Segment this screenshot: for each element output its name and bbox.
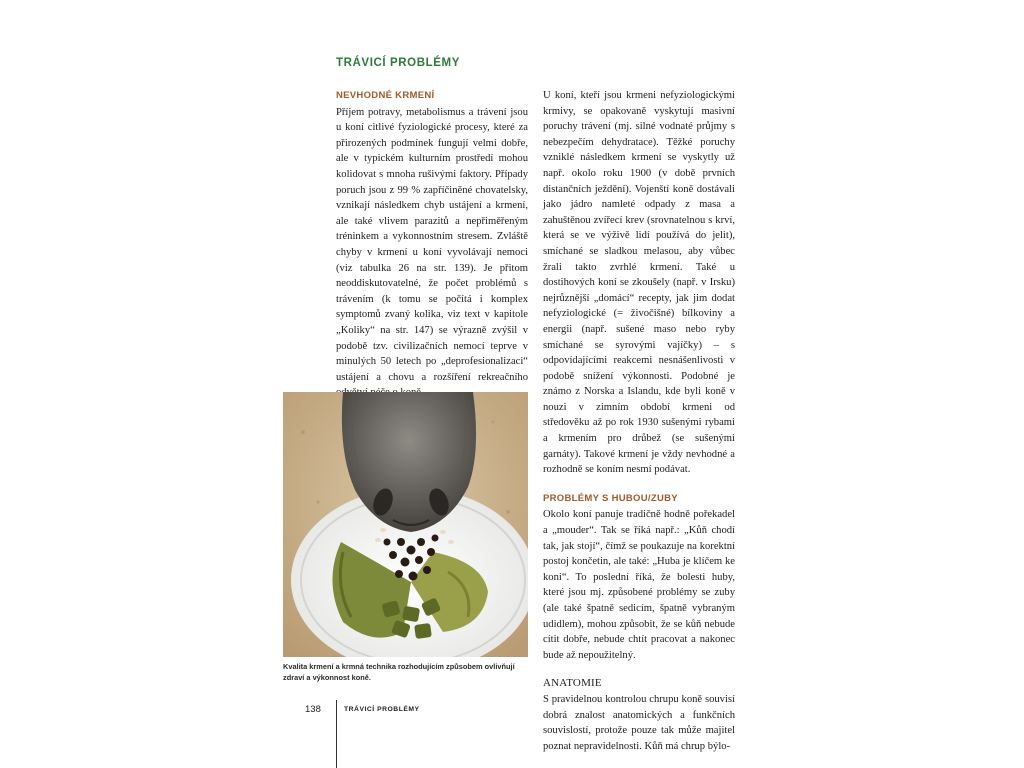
left-column-text: Příjem potravy, metabolismus a trávení jsou u koní citlivé fyziologické procesy, které za přirozených podmínek fungují velmi dobře, ale v typickém kulturním prostředí mohou kolidovat s mnoha rušivými faktory. Případy poruch jsou z 99 % zapříčiněné chovatelsky, vznikají následkem chyb ustájení a krmení, ale také vlivem parazitů a nepřiměřeným tréninkem a vykonnostním stresem. Zvláště chyby v krmení u koní vyvolávají nemoci (viz tabulka 26 na str. 139). Je přitom neoddiskutovatelné, že počet problémů s trávením (k tomu se počítá i komplex symptomů zvaný kolika, viz text v kapitole „Koliky“ na str. 147) se výrazně zvýšil v podobě tzv. civilizačních nemocí teprve v minulých 50 letech po „deprofesionalizaci“ ustájení a chovu a rozšíření rekreačního [336,106,528,383]
right-column-text-1: U koní, kteří jsou krmeni nefyziologickými krmivy, se opakovaně vyskytují masivní poruchy trávení (mj. silné vodnaté průjmy s nebezpečím dehydratace). Těžké poruchy vzniklé následkem krmení se vyskytly už např. okolo roku 1900 (v době prvních distančních ježdění). Vojenští koně dostávali jako jádro namleté odpady z masa a zahuštěnou zvířecí krev (srovnatelnou s krví, která se ve výživě lidí používá do jelit), smíchané se sladkou melasou, aby vůbec žrali takto zvrhlé krmení. Také u dostihových koní se zkoušely (např. v Irsku) nejrůznější „domácí“ recepty, jak jim dodat nefyziologické (= živočišné) bílkoviny a energii (např. sušené maso nebo ryby smíchané se syrovými vajíčky) – s odpovídajícími reakcemi nesnášenlivosti v podobě snížení výkonnosti. Podobné je známo z Norska a Islandu, kde byli koně v nouzi v zimním období krmeni od středověku až po rok 1930 sušenými rybami a krmením pro drůbež (se sušenými garnáty). Takové krmení je vždy nevhodné a rozhodně se koním nesmí podávat. [543,90,735,476]
photo-horse-feed [283,392,528,657]
subhead-mouth-teeth: PROBLÉMY S HUBOU/ZUBY [543,492,678,504]
right-column [543,88,735,754]
page-number: 138 [305,704,321,715]
subhead-feeding: NEVHODNÉ KRMENÍ [336,90,435,101]
running-title: TRÁVICÍ PROBLÉMY [344,706,420,713]
photo-caption: Kvalita krmení a krmná technika rozhodujícím způsobem ovlivňují zdraví a výkonnost koně. [283,662,515,682]
subhead-anatomy: ANATOMIE [543,677,602,690]
right-column-text-2: Okolo koní panuje tradičně hodně pořekadel a „mouder“. Tak se říká např.: „Kůň chodí tak, jak stojí“, čímž se poukazuje na korektní postoj končetin, ale také: „Huba je klíčem ke koni“. To poslední říká, že bolesti huby, které jsou mj. způsobené problémy se zuby (ale také špatně sedicím, špatně vybraným udidlem), mohou způsobit, že se kůň nebude cítit dobře, nebude chtít pracovat a nakonec bude až nepoužitelný. [543,509,735,661]
left-column [336,88,528,401]
section-title: TRÁVICÍ PROBLÉMY [336,57,460,69]
folio-divider [336,700,337,768]
right-column-text-3: S pravidelnou kontrolou chrupu koně souvisí dobrá znalost anatomických a funkčních souvislostí, protože pouze tak může majitel poznat nepravidelnosti. Kůň má chrup býlo- [543,693,735,752]
photo-horse-feed-illustration [283,392,528,657]
